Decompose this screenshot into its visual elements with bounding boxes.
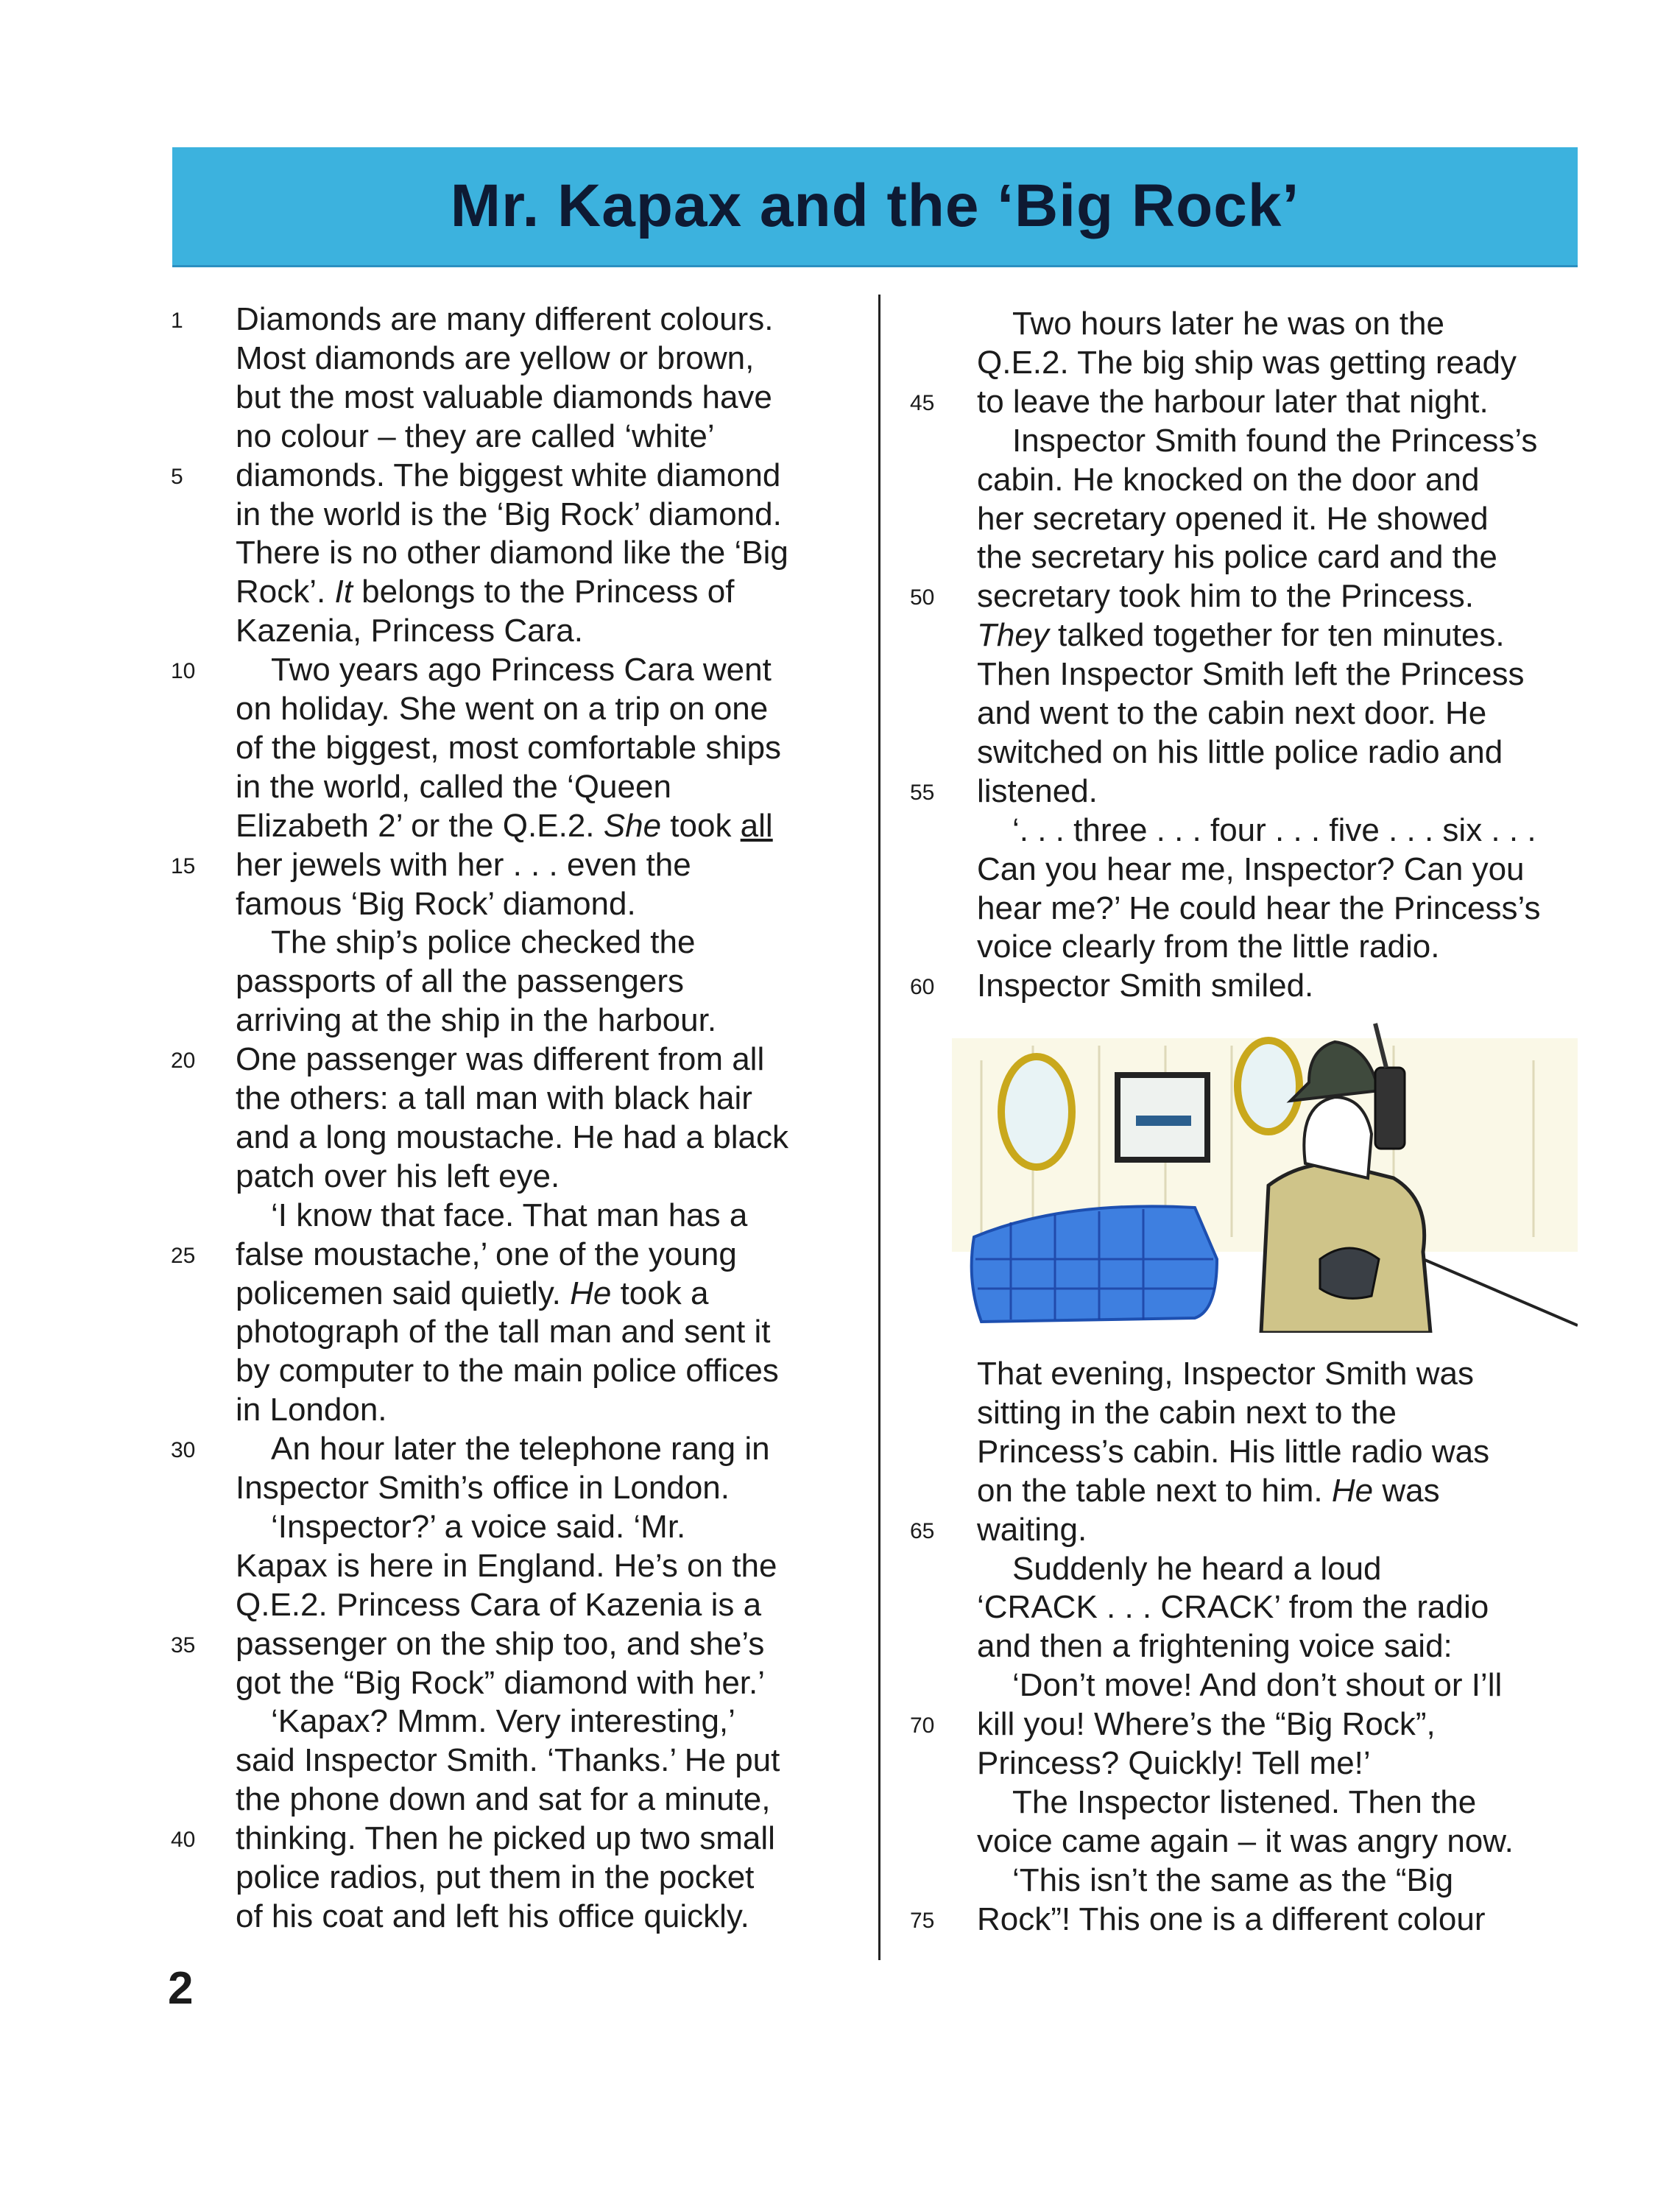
line-number: 5 (171, 464, 183, 489)
title-banner (172, 147, 1578, 267)
underlined-word: all (740, 807, 773, 844)
text-line: hear me?’ He could hear the Princess’s (977, 889, 1541, 926)
text-line: Princess’s cabin. His little radio was (977, 1433, 1490, 1470)
text-line: diamonds. The biggest white diamond (236, 457, 781, 493)
line-number: 45 (910, 390, 935, 415)
text-line: voice clearly from the little radio. (977, 929, 1440, 965)
text-line: ‘This isn’t the same as the “Big (1012, 1861, 1454, 1898)
line-number: 35 (171, 1632, 196, 1657)
text-line: photograph of the tall man and sent it (236, 1314, 771, 1350)
text-line (236, 573, 734, 611)
text-line (977, 616, 1505, 655)
text-segment: policemen said quietly. (236, 1275, 571, 1311)
text-line: arriving at the ship in the harbour. (236, 1002, 717, 1039)
text-line: no colour – they are called ‘white’ (236, 418, 715, 454)
text-line: Inspector Smith found the Princess’s (1012, 422, 1538, 459)
text-line: Two hours later he was on the (1012, 306, 1444, 342)
text-line: her secretary opened it. He showed (977, 500, 1489, 537)
text-line: to leave the harbour later that night. (977, 383, 1489, 420)
text-line (236, 807, 773, 845)
text-line: got the “Big Rock” diamond with her.’ (236, 1664, 766, 1701)
line-number: 30 (171, 1438, 196, 1463)
text-line: Two years ago Princess Cara went (271, 652, 772, 688)
text-line: Q.E.2. The big ship was getting ready (977, 344, 1517, 381)
text-segment: belongs to the Princess of (352, 574, 735, 610)
text-line: There is no other diamond like the ‘Big (236, 535, 788, 571)
text-line: ‘I know that face. That man has a (271, 1197, 748, 1233)
text-line: famous ‘Big Rock’ diamond. (236, 885, 636, 922)
text-line: the secretary his police card and the (977, 539, 1497, 576)
illustration-inspector-with-radio (952, 1016, 1578, 1333)
text-line: thinking. Then he picked up two small (236, 1820, 775, 1857)
italic-word: He (570, 1275, 612, 1311)
text-segment: talked together for ten minutes. (1048, 617, 1505, 654)
text-line: listened. (977, 772, 1098, 809)
text-line: Rock”! This one is a different colour (977, 1900, 1486, 1937)
line-number: 10 (171, 659, 196, 684)
text-line: Inspector Smith’s office in London. (236, 1470, 730, 1506)
text-line: the others: a tall man with black hair (236, 1080, 752, 1116)
line-number: 55 (910, 780, 935, 805)
line-number: 40 (171, 1828, 196, 1853)
line-number: 15 (171, 853, 196, 878)
text-line: An hour later the telephone rang in (271, 1431, 770, 1468)
text-line: Suddenly he heard a loud (1012, 1550, 1382, 1587)
text-line: waiting. (977, 1511, 1087, 1548)
text-line: Diamonds are many different colours. (236, 301, 774, 337)
italic-word: They (977, 617, 1049, 654)
text-line: Most diamonds are yellow or brown, (236, 339, 755, 376)
text-line: and then a frightening voice said: (977, 1628, 1453, 1665)
text-line: Then Inspector Smith left the Princess (977, 656, 1525, 693)
line-number: 1 (171, 309, 183, 333)
italic-word: He (1331, 1472, 1374, 1509)
text-line (977, 1472, 1440, 1510)
line-number: 60 (910, 975, 935, 1000)
text-line: The Inspector listened. Then the (1012, 1783, 1477, 1820)
text-line: said Inspector Smith. ‘Thanks.’ He put (236, 1742, 780, 1779)
text-line: false moustache,’ one of the young (236, 1236, 737, 1272)
text-line: Kapax is here in England. He’s on the (236, 1547, 777, 1584)
text-line: and went to the cabin next door. He (977, 695, 1487, 731)
text-line: cabin. He knocked on the door and (977, 461, 1480, 498)
column-divider (878, 295, 880, 1960)
text-segment: took (661, 807, 741, 844)
text-line: One passenger was different from all (236, 1041, 765, 1078)
page-title: Mr. Kapax and the ‘Big Rock’ (450, 172, 1300, 239)
text-line: passports of all the passengers (236, 963, 685, 1000)
text-line: That evening, Inspector Smith was (977, 1356, 1474, 1392)
text-line: Kazenia, Princess Cara. (236, 613, 583, 649)
inspector-face (1304, 1097, 1372, 1178)
text-segment: took a (611, 1275, 709, 1311)
text-line: switched on his little police radio and (977, 733, 1503, 770)
bed-blue-blanket (972, 1206, 1217, 1322)
line-number: 20 (171, 1049, 196, 1074)
text-line: Q.E.2. Princess Cara of Kazenia is a (236, 1586, 762, 1623)
text-line: ‘. . . three . . . four . . . five . . . six . . . (1012, 811, 1536, 848)
text-line: patch over his left eye. (236, 1158, 560, 1194)
text-line: Inspector Smith smiled. (977, 968, 1314, 1004)
text-line: on holiday. She went on a trip on one (236, 691, 769, 727)
porthole-left (1001, 1057, 1072, 1167)
text-line: voice came again – it was angry now. (977, 1822, 1514, 1859)
text-line: police radios, put them in the pocket (236, 1859, 755, 1895)
text-line: The ship’s police checked the (271, 924, 696, 961)
text-line: ‘CRACK . . . CRACK’ from the radio (977, 1589, 1489, 1626)
text-segment: Rock’. (236, 574, 335, 610)
text-line (236, 1275, 708, 1313)
text-segment: Elizabeth 2’ or the Q.E.2. (236, 807, 604, 844)
text-line: and a long moustache. He had a black (236, 1118, 788, 1155)
text-line: of his coat and left his office quickly. (236, 1898, 749, 1934)
text-line: ‘Inspector?’ a voice said. ‘Mr. (271, 1508, 686, 1545)
porthole-right (1238, 1040, 1299, 1132)
text-line: but the most valuable diamonds have (236, 378, 772, 415)
radio-icon (1375, 1068, 1405, 1149)
text-line: in the world, called the ‘Queen (236, 768, 671, 805)
text-line: the phone down and sat for a minute, (236, 1781, 771, 1818)
text-line: in London. (236, 1392, 387, 1428)
line-number: 25 (171, 1243, 196, 1268)
line-number: 75 (910, 1908, 935, 1933)
text-line: in the world is the ‘Big Rock’ diamond. (236, 496, 782, 532)
text-segment: on the table next to him. (977, 1472, 1332, 1509)
text-line: ‘Don’t move! And don’t shout or I’ll (1012, 1667, 1503, 1704)
italic-word: She (603, 807, 662, 844)
text-line: her jewels with her . . . even the (236, 846, 691, 883)
italic-word: It (334, 574, 353, 610)
text-line: of the biggest, most comfortable ships (236, 729, 782, 766)
text-line: sitting in the cabin next to the (977, 1394, 1397, 1431)
text-line: kill you! Where’s the “Big Rock”, (977, 1706, 1436, 1743)
gloves (1320, 1248, 1379, 1298)
text-segment: was (1373, 1472, 1440, 1509)
text-line: passenger on the ship too, and she’s (236, 1625, 765, 1662)
line-number: 65 (910, 1518, 935, 1543)
text-line: Can you hear me, Inspector? Can you (977, 850, 1525, 887)
text-line: by computer to the main police offices (236, 1353, 779, 1389)
line-number: 70 (910, 1713, 935, 1738)
page-number: 2 (168, 1963, 194, 2014)
text-line: ‘Kapax? Mmm. Very interesting,’ (271, 1703, 735, 1740)
line-number: 50 (910, 585, 935, 610)
text-line: secretary took him to the Princess. (977, 578, 1474, 615)
text-line: Princess? Quickly! Tell me!’ (977, 1745, 1371, 1781)
